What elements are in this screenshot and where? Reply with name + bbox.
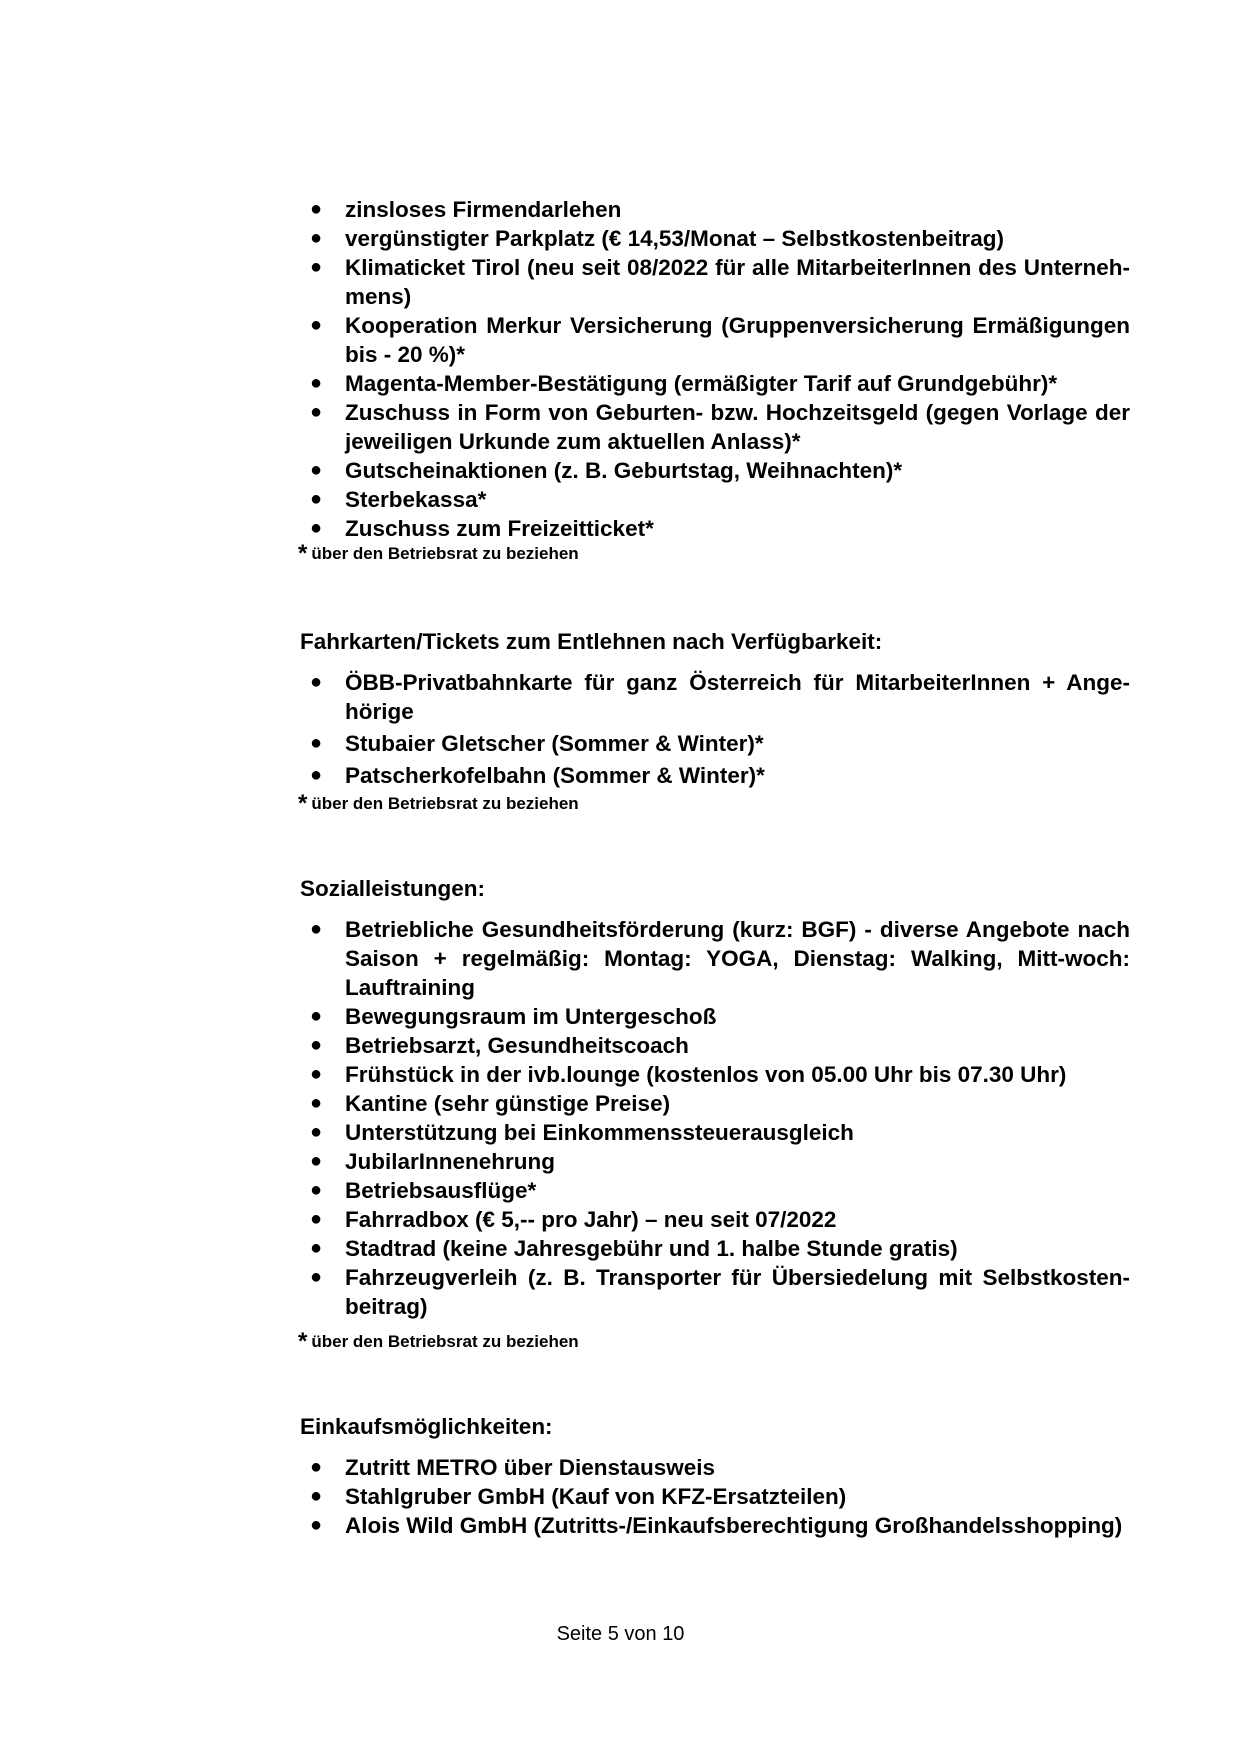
bullet-icon: ● <box>310 1092 323 1114</box>
list-item: ● vergünstigter Parkplatz (€ 14,53/Monat – Selbstkostenbeitrag) <box>310 226 1004 251</box>
footnote: * über den Betriebsrat zu beziehen <box>298 540 579 567</box>
list-item: ● Magenta-Member-Bestätigung (ermäßigter Tarif auf Grundgebühr)* <box>310 371 1058 396</box>
section-heading-social: Sozialleistungen: <box>300 876 486 901</box>
list-item: ● zinsloses Firmendarlehen <box>310 197 622 222</box>
list-item: ● Patscherkofelbahn (Sommer & Winter)* <box>310 763 765 788</box>
list-item: ● Kantine (sehr günstige Preise) <box>310 1091 671 1116</box>
bullet-icon: ● <box>310 1208 323 1230</box>
bullet-icon: ● <box>310 1063 323 1085</box>
list-item: ● ÖBB-Privatbahnkarte für ganz Österreich für MitarbeiterInnen + Ange-hörige <box>310 670 1130 724</box>
bullet-icon: ● <box>310 764 323 786</box>
bullet-icon: ● <box>310 1005 323 1027</box>
shopping-list <box>300 1453 1130 1540</box>
list-item: ● Betriebliche Gesundheitsförderung (kurz: BGF) - diverse Angebote nach Saison + regelmäßig: Montag: YOGA, Dienstag: Walking, Mitt-woch: Lauftraining <box>310 917 1130 1000</box>
bullet-icon: ● <box>310 1034 323 1056</box>
footnote: * über den Betriebsrat zu beziehen <box>298 1328 579 1355</box>
list-item: ● Betriebsarzt, Gesundheitscoach <box>310 1033 689 1058</box>
bullet-icon: ● <box>310 1237 323 1259</box>
bullet-icon: ● <box>310 517 323 539</box>
list-item: ● Alois Wild GmbH (Zutritts-/Einkaufsberechtigung Großhandelsshopping) <box>310 1513 1123 1538</box>
bullet-icon: ● <box>310 918 323 940</box>
asterisk-icon: * <box>298 1328 308 1355</box>
list-item: ● JubilarInnenehrung <box>310 1149 556 1174</box>
bullet-icon: ● <box>310 732 323 754</box>
list-item: ● Zuschuss in Form von Geburten- bzw. Hochzeitsgeld (gegen Vorlage der jeweiligen Urkunde zum aktuellen Anlass)* <box>310 400 1130 454</box>
benefits-list <box>300 195 1130 543</box>
bullet-icon: ● <box>310 488 323 510</box>
bullet-icon: ● <box>310 227 323 249</box>
list-item: ● Stadtrad (keine Jahresgebühr und 1. halbe Stunde gratis) <box>310 1236 958 1261</box>
list-item: ● Zutritt METRO über Dienstausweis <box>310 1455 716 1480</box>
bullet-icon: ● <box>310 1456 323 1478</box>
list-item: ● Gutscheinaktionen (z. B. Geburtstag, Weihnachten)* <box>310 458 903 483</box>
list-item: ● Frühstück in der ivb.lounge (kostenlos von 05.00 Uhr bis 07.30 Uhr) <box>310 1062 1067 1087</box>
bullet-icon: ● <box>310 372 323 394</box>
social-section <box>300 915 1130 1321</box>
list-item: ● Stubaier Gletscher (Sommer & Winter)* <box>310 731 764 756</box>
list-item: ● Fahrzeugverleih (z. B. Transporter für Übersiedelung mit Selbstkosten-beitrag) <box>310 1265 1130 1319</box>
bullet-icon: ● <box>310 1150 323 1172</box>
bullet-icon: ● <box>310 256 323 278</box>
tickets-list <box>300 668 1130 790</box>
bullet-icon: ● <box>310 1485 323 1507</box>
bullet-icon: ● <box>310 1179 323 1201</box>
list-item: ● Betriebsausflüge* <box>310 1178 537 1203</box>
bullet-icon: ● <box>310 198 323 220</box>
tickets-section <box>300 668 1130 790</box>
footnote: * über den Betriebsrat zu beziehen <box>298 790 579 817</box>
list-item: ● Klimaticket Tirol (neu seit 08/2022 für alle MitarbeiterInnen des Unterneh-mens) <box>310 255 1130 309</box>
bullet-icon: ● <box>310 671 323 693</box>
list-item: ● Unterstützung bei Einkommenssteuerausgleich <box>310 1120 854 1145</box>
bullet-icon: ● <box>310 1121 323 1143</box>
list-item: ● Zuschuss zum Freizeitticket* <box>310 516 654 541</box>
section-heading-shopping: Einkaufsmöglichkeiten: <box>300 1414 553 1439</box>
list-item: ● Sterbekassa* <box>310 487 487 512</box>
social-list <box>300 915 1130 1321</box>
asterisk-icon: * <box>298 790 308 817</box>
list-item: ● Fahrradbox (€ 5,-- pro Jahr) – neu seit 07/2022 <box>310 1207 837 1232</box>
bullet-icon: ● <box>310 1514 323 1536</box>
page-number: Seite 5 von 10 <box>556 1623 685 1645</box>
bullet-icon: ● <box>310 314 323 336</box>
list-item: ● Stahlgruber GmbH (Kauf von KFZ-Ersatzteilen) <box>310 1484 847 1509</box>
asterisk-icon: * <box>298 540 308 567</box>
list-item: ● Bewegungsraum im Untergeschoß <box>310 1004 717 1029</box>
section-heading-tickets: Fahrkarten/Tickets zum Entlehnen nach Verfügbarkeit: <box>300 629 883 654</box>
list-item: ● Kooperation Merkur Versicherung (Gruppenversicherung Ermäßigungen bis - 20 %)* <box>310 313 1130 367</box>
bullet-icon: ● <box>310 1266 323 1288</box>
benefits-section <box>300 195 1130 543</box>
shopping-section <box>300 1453 1130 1540</box>
bullet-icon: ● <box>310 401 323 423</box>
bullet-icon: ● <box>310 459 323 481</box>
